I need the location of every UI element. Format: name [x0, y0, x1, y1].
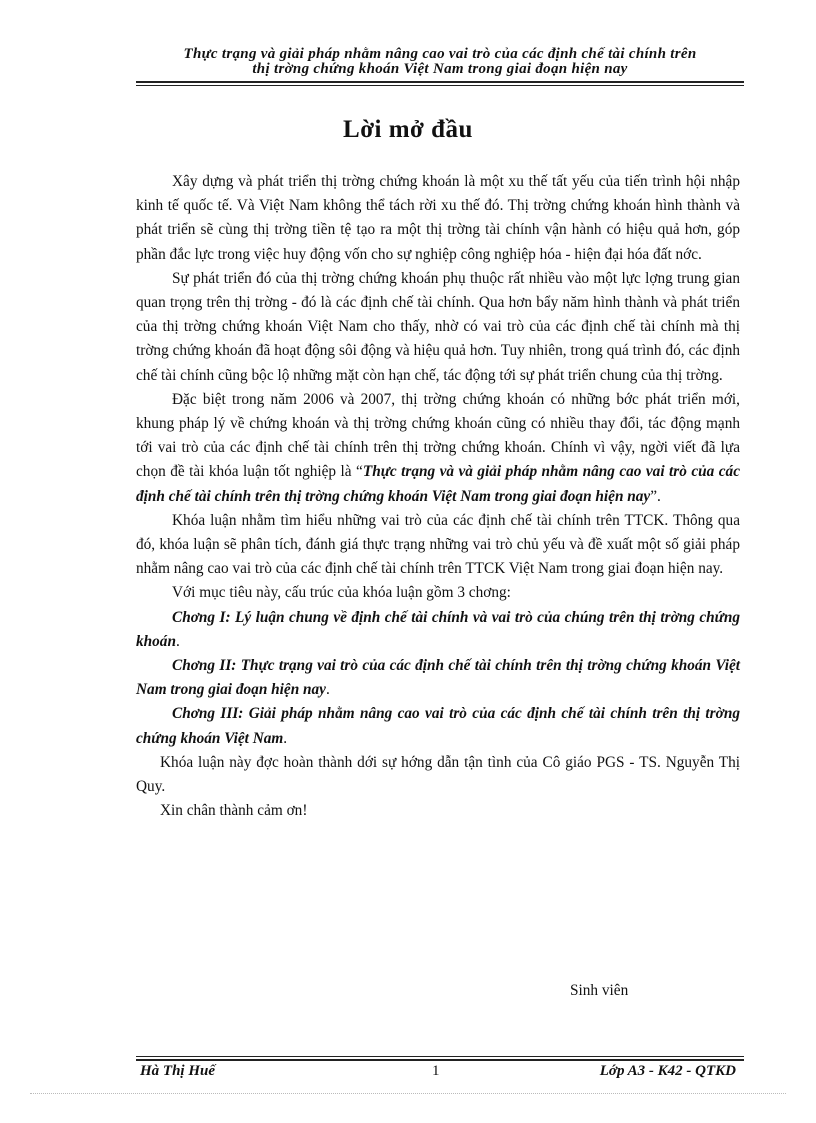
running-footer [136, 1063, 744, 1083]
paragraph-topic-end: ”. [650, 487, 661, 505]
paragraph-topic-start: Đặc biệt trong năm 2006 và 2007, thị trờng chứng khoán có những bớc phát triển mới, khung pháp lý về chứng khoán và thị trờng chứng khoán cũng có nhiều thay đổi, tác động mạnh tới vai trò của các định chế tài chính trên thị trờng chứng khoán. Chính vì vậy, ngời viết đã lựa chọn đề tài khóa luận tốt nghiệp là “ [136, 390, 740, 481]
paragraph-structure: Với mục tiêu này, cấu trúc của khóa luận gồm 3 chơng: [172, 584, 511, 602]
paragraph-intro: Xây dựng và phát triển thị trờng chứng khoán là một xu thế tất yếu của tiến trình hội nhập kinh tế quốc tế. Và Việt Nam không thể tách rời xu thế đó. Thị trờng chứng khoán hình thành và phát triển sẽ cùng thị trờng tiền tệ tạo ra một thị trờng tài chính vận hành có hiệu quả hơn, góp phần đắc lực trong việc huy động vốn cho sự nghiệp công nghiệp hóa - hiện đại hóa đất nớc. [136, 173, 740, 263]
header-line-1: Thực trạng và giải pháp nhằm nâng cao vai trò của các định chế tài chính trên [183, 46, 697, 62]
chapter-2: Chơng II: Thực trạng vai trò của các định chế tài chính trên thị trờng chứng khoán Việt Nam trong giai đoạn hiện nay. [136, 657, 740, 699]
header-rule-thick [136, 81, 744, 83]
footer-rule-thin [136, 1056, 744, 1057]
page-title: Lời mở đầu [343, 116, 473, 143]
running-header [136, 47, 744, 77]
document-body [136, 170, 740, 823]
paragraph-acknowledgement: Khóa luận này đợc hoàn thành dới sự hớng dẫn tận tình của Cô giáo PGS - TS. Nguyễn Thị Quy. [136, 753, 740, 796]
paragraph-thanks: Xin chân thành cảm ơn! [160, 802, 308, 820]
paragraph-topic [136, 388, 740, 509]
thesis-topic: Thực trạng và và giải pháp nhằm nâng cao vai trò của các định chế tài chính trên thị trờng chứng khoán Việt Nam trong giai đoạn hiện nay [136, 463, 740, 505]
chapter-3: Chơng III: Giải pháp nhằm nâng cao vai trò của các định chế tài chính trên thị trờng chứng khoán Việt Nam. [136, 705, 740, 747]
footer-class-info: Lớp A3 - K42 - QTKD [599, 1063, 736, 1079]
page-bottom-divider [30, 1093, 786, 1094]
signature-label: Sinh viên [570, 982, 629, 999]
paragraph-purpose: Khóa luận nhằm tìm hiểu những vai trò của các định chế tài chính trên TTCK. Thông qua đó, khóa luận sẽ phân tích, đánh giá thực trạng những vai trò chủ yếu và đề xuất một số giải pháp nhằm nâng cao vai trò của các định chế tài chính trên TTCK Việt Nam trong giai đoạn hiện nay. [136, 511, 740, 578]
footer-rule-thick [136, 1059, 744, 1061]
chapter-1: Chơng I: Lý luận chung về định chế tài chính và vai trò của chúng trên thị trờng chứng khoán. [136, 608, 740, 650]
page-number: 1 [432, 1063, 440, 1079]
paragraph-development: Sự phát triển đó của thị trờng chứng khoán phụ thuộc rất nhiều vào một lực lợng trung gian quan trọng trên thị trờng - đó là các định chế tài chính. Qua hơn bẩy năm hình thành và phát triển của thị trờng chứng khoán Việt Nam cho thấy, nhờ có vai trò của các định chế tài chính mà thị trờng chứng khoán đã hoạt động sôi động và hiệu quả hơn. Tuy nhiên, trong quá trình đó, các định chế tài chính cũng bộc lộ những mặt còn hạn chế, tác động tới sự phát triển chung của thị trờng. [136, 269, 740, 384]
footer-author: Hà Thị Huế [140, 1063, 216, 1079]
header-line-2: thị trờng chứng khoán Việt Nam trong giai đoạn hiện nay [252, 61, 628, 77]
header-rule-thin [136, 85, 744, 86]
